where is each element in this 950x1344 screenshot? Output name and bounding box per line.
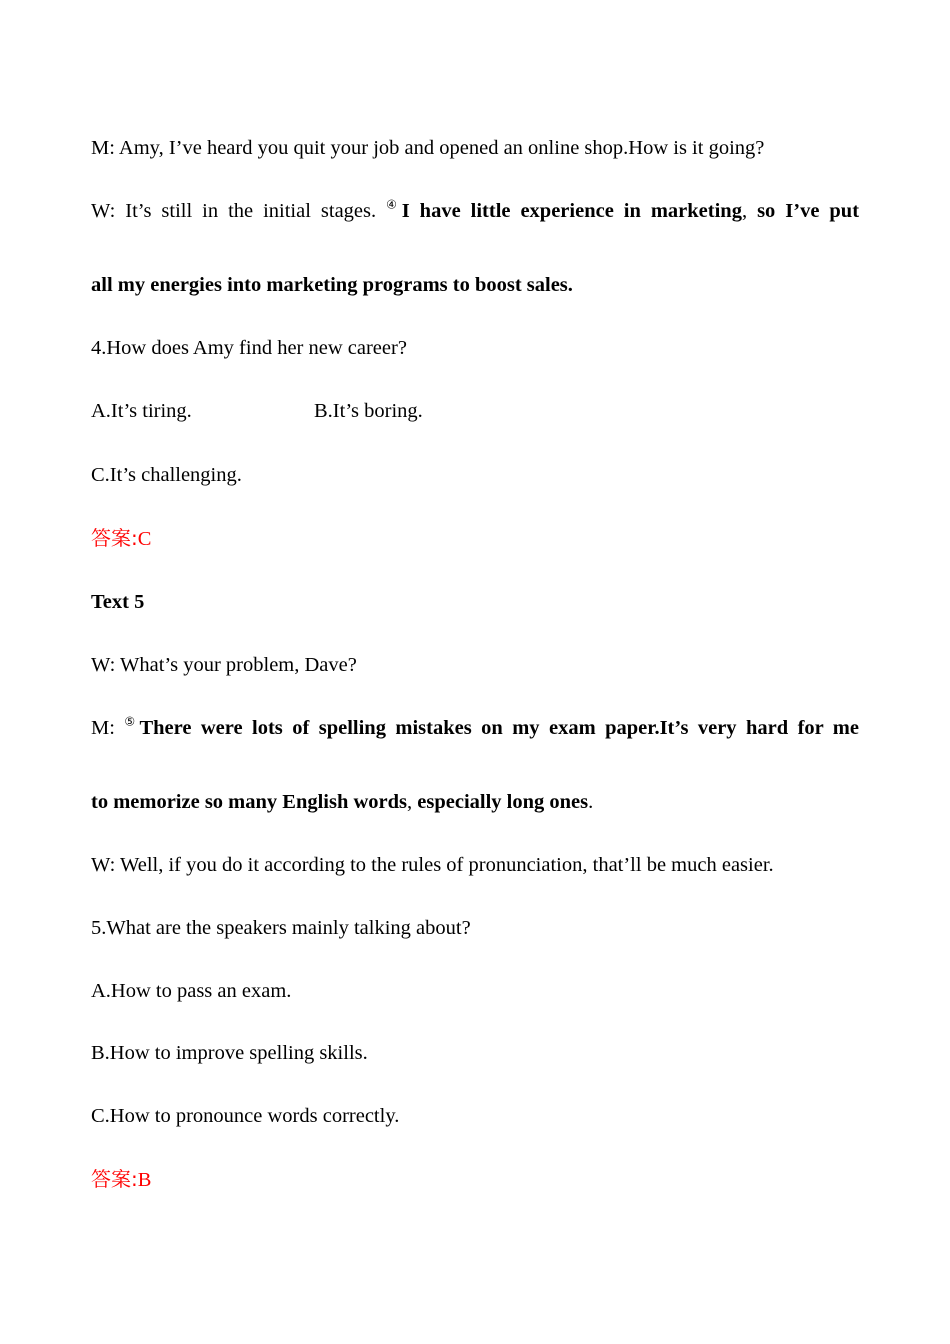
question5-answer-value: B (137, 1169, 152, 1191)
dialogue4-line3 (91, 273, 573, 298)
dialogue4-line2 (91, 199, 859, 224)
question5-option-b-wrap (91, 1041, 368, 1066)
text5-line3-comma: , (407, 791, 418, 813)
question4-answer-value: C (137, 528, 152, 550)
question5-option-a: A.How to pass an exam. (91, 980, 292, 1002)
text5-line1-text: W: What’s your problem, Dave? (91, 654, 357, 676)
question5-option-a-wrap (91, 979, 291, 1004)
text5-heading (91, 590, 144, 615)
text5-line2 (91, 716, 859, 741)
text5-line4 (91, 853, 774, 878)
text5-line3-end: . (588, 791, 594, 813)
dialogue4-line2-bold-a: I have little experience in marketing (401, 200, 742, 222)
circled-five-marker: ⑤ (124, 714, 140, 729)
text5-line2-plain: M: (91, 717, 125, 739)
question4-stem (91, 336, 407, 361)
text5-line4-text: W: Well, if you do it according to the rules of pronunciation, that’ll be much easier. (91, 854, 774, 876)
question4-option-c: C.It’s challenging. (91, 464, 242, 486)
text5-line2-bold: There were lots of spelling mistakes on my exam paper.It’s very hard for me (139, 717, 859, 739)
question5-answer-label: 答案: (91, 1167, 138, 1191)
dialogue4-line2-comma: , (741, 200, 758, 222)
text5-line3 (91, 790, 593, 815)
dialogue4-line1-text: M: Amy, I’ve heard you quit your job and opened an online shop.How is it going? (91, 137, 765, 159)
dialogue4-line2-plain: W: It’s still in the initial stages. (91, 200, 387, 222)
question4-answer-label: 答案: (91, 526, 138, 550)
question5-option-c: C.How to pronounce words correctly. (91, 1105, 400, 1127)
question4-option-a: A.It’s tiring. (91, 400, 192, 422)
question5-stem (91, 916, 471, 941)
question4-option-b-wrap (314, 399, 423, 424)
text5-line3-bold-b: especially long ones (417, 791, 589, 813)
dialogue4-line2-bold-b: so I’ve put (757, 200, 860, 222)
circled-four-marker: ④ (386, 197, 402, 212)
text5-line3-bold-a: to memorize so many English words (91, 791, 408, 813)
dialogue4-line1 (91, 136, 764, 161)
question4-stem-text: 4.How does Amy find her new career? (91, 337, 407, 359)
question5-stem-text: 5.What are the speakers mainly talking about? (91, 917, 471, 939)
question4-option-b: B.It’s boring. (314, 400, 423, 422)
text5-heading-text: Text 5 (91, 591, 145, 613)
text5-line1 (91, 653, 357, 678)
dialogue4-line3-text: all my energies into marketing programs to boost sales. (91, 274, 573, 296)
question5-option-c-wrap (91, 1104, 399, 1129)
question4-option-c-wrap (91, 463, 242, 488)
question5-answer (91, 1167, 151, 1193)
question4-answer (91, 526, 151, 552)
question5-option-b: B.How to improve spelling skills. (91, 1042, 368, 1064)
